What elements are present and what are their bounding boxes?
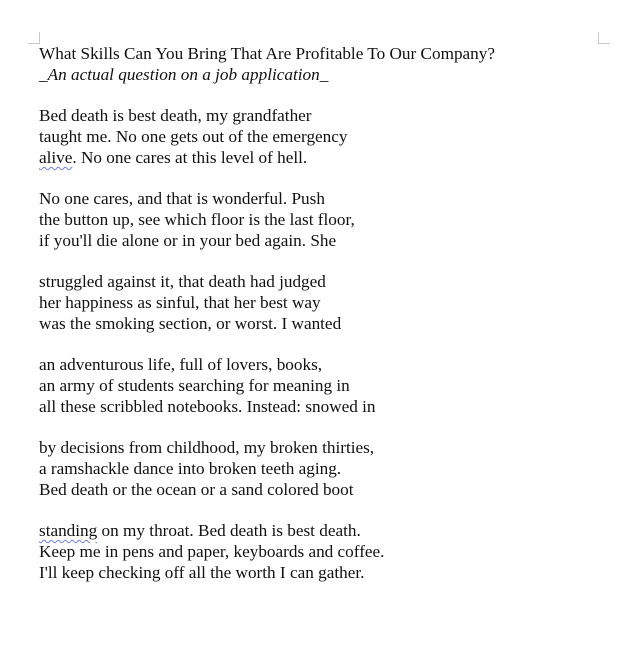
stanza-4 (39, 354, 599, 417)
stanza-gap (39, 500, 599, 520)
poem-line: struggled against it, that death had judged (39, 272, 326, 291)
poem-line: the button up, see which floor is the last floor, (39, 210, 355, 229)
poem-line (39, 520, 599, 541)
poem-line: Bed death is best death, my grandfather (39, 106, 312, 125)
poem-line: her happiness as sinful, that her best way (39, 293, 321, 312)
stanza-6 (39, 520, 599, 583)
poem-line-rest: . No one cares at this level of hell. (72, 148, 308, 167)
poem-title: What Skills Can You Bring That Are Profitable To Our Company? (39, 44, 495, 63)
poem-line: taught me. No one gets out of the emergency (39, 127, 348, 146)
poem-line: all these scribbled notebooks. Instead: snowed in (39, 397, 376, 416)
poem-line: an army of students searching for meaning in (39, 376, 350, 395)
poem-line: was the smoking section, or worst. I wanted (39, 314, 342, 333)
stanza-5 (39, 437, 599, 500)
spellcheck-flagged-word[interactable]: alive (39, 148, 73, 167)
stanza-1 (39, 105, 599, 168)
poem-line: by decisions from childhood, my broken thirties, (39, 438, 375, 457)
poem-line: No one cares, and that is wonderful. Push (39, 189, 325, 208)
poem-line: if you'll die alone or in your bed again. She (39, 231, 337, 250)
stanza-3 (39, 271, 599, 334)
document-page[interactable] (39, 43, 599, 583)
stanza-gap (39, 417, 599, 437)
stanza-2 (39, 188, 599, 251)
stanza-gap (39, 168, 599, 188)
page-corner-top-right (598, 32, 610, 44)
poem-line: an adventurous life, full of lovers, books, (39, 355, 323, 374)
spellcheck-flagged-word[interactable]: standing (39, 521, 98, 540)
stanza-gap (39, 85, 599, 105)
poem-line: a ramshackle dance into broken teeth aging. (39, 459, 342, 478)
stanza-gap (39, 251, 599, 271)
poem-line: I'll keep checking off all the worth I can gather. (39, 563, 365, 582)
poem-line (39, 147, 599, 168)
poem-line: Bed death or the ocean or a sand colored boot (39, 480, 354, 499)
poem-line-rest: on my throat. Bed death is best death. (97, 521, 361, 540)
stanza-gap (39, 334, 599, 354)
poem-line: Keep me in pens and paper, keyboards and coffee. (39, 542, 385, 561)
poem-subtitle: _An actual question on a job application_ (39, 65, 329, 84)
